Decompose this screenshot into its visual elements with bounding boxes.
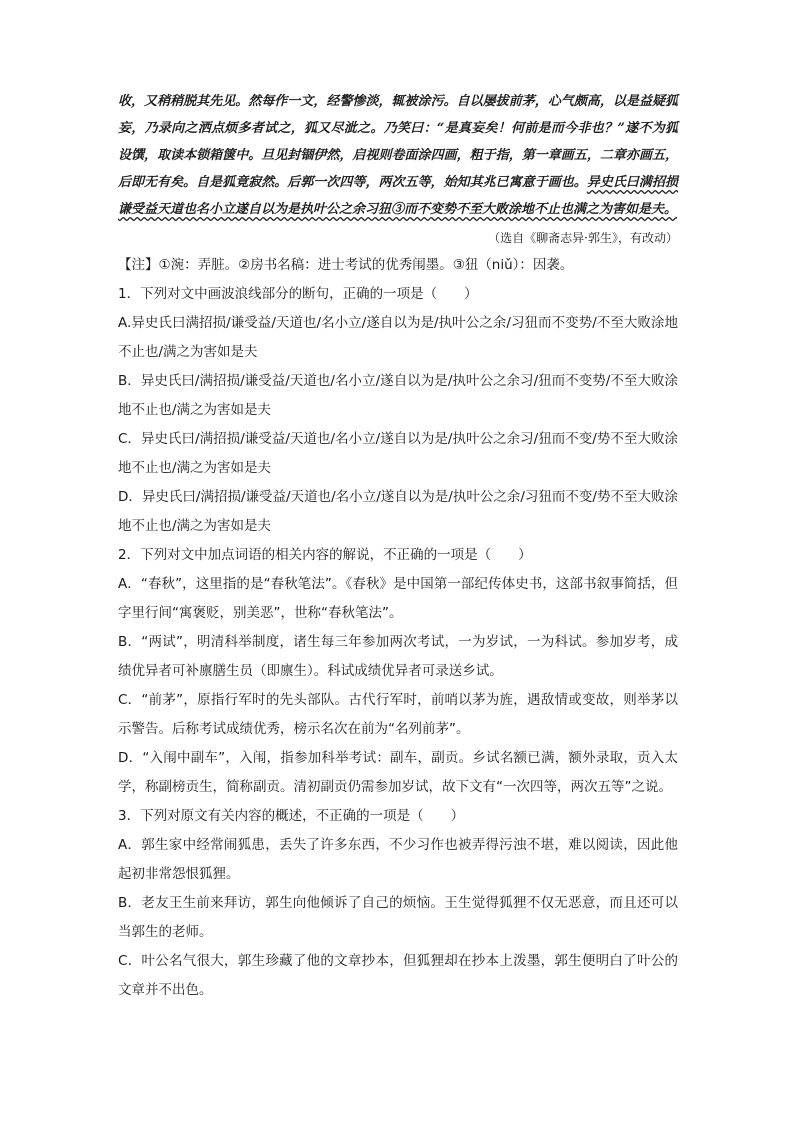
question-3	[118, 802, 678, 1005]
question-stem: 1．下列对文中画波浪线部分的断句，正确的一项是（ ）	[118, 286, 478, 302]
passage-source: （选自《聊斋志异·郭生》，有改动）	[488, 231, 678, 245]
question-1	[118, 280, 678, 541]
option-b: B．“两试”，明清科举制度，诸生每三年参加两次考试，一为岁试，一为科试。参加岁考，成绩优异者可补廪膳生员（即廪生）。科试成绩优异者可录送乡试。	[118, 634, 678, 679]
option-c: C．叶公名气很大，郭生珍藏了他的文章抄本，但狐狸却在抄本上泼墨，郭生便明白了叶公的文章并不出色。	[118, 953, 678, 998]
option-a: A.异史氏曰满招损/谦受益/天道也/名小立/遂自以为是/执叶公之余/习狃而不变势/不至大败涂地不止也/满之为害如是夫	[118, 315, 678, 360]
option-d: D．“入闱中副车”，入闱，指参加科举考试：副车，副贡。乡试名额已满，额外录取，贡入太学，称副榜贡生，简称副贡。清初副贡仍需参加岁试，故下文有“一次四等，两次五等”之说。	[118, 750, 678, 795]
question-stem: 3．下列对原文有关内容的概述，不正确的一项是（ ）	[118, 808, 465, 824]
option-b: B．老友王生前来拜访，郭生向他倾诉了自己的烦恼。王生觉得狐狸不仅无恶意，而且还可以当郭生的老师。	[118, 895, 678, 940]
question-stem: 2．下列对文中加点词语的相关内容的解说，不正确的一项是（ ）	[118, 547, 532, 563]
option-b: B．异史氏曰/满招损/谦受益/天道也/名小立/遂自以为是/执叶公之余习/狃而不变势/不至大败涂地不止也/满之为害如是夫	[118, 373, 678, 418]
option-a: A．郭生家中经常闹狐患，丢失了许多东西，不少习作也被弄得污浊不堪，难以阅读，因此他起初非常怨恨狐狸。	[118, 837, 678, 882]
option-c: C．异史氏曰/满招损/谦受益/天道也/名小立/遂自以为是/执叶公之余习/狃而不变/势不至大败涂地不止也/满之为害如是夫	[118, 431, 678, 476]
exam-page	[118, 88, 678, 1005]
passage-text: 收，又稍稍脱其先见。然每作一文，经警惨淡，辄被涂污。自以屡拔前茅，心气颇高，以是益疑狐妄，乃录向之洒点烦多者试之，狐又尽泚之。乃笑曰：“是真妄矣！何前是而今非也？”遂不为狐设馔，取读本锁箱箧中。旦见封锢伊然，启视则卷面涂四画，粗于指，第一章画五，二章亦画五，后即无有矣。自是狐竟寂然。后郭一次四等，两次五等，始知其兆已寓意于画也。	[118, 94, 678, 190]
option-d: D．异史氏曰/满招损/谦受益/天道也/名小立/遂自以为是/执叶公之余/习狃而不变/势不至大败涂地不止也/满之为害如是夫	[118, 489, 678, 534]
option-c: C．“前茅”，原指行军时的先头部队。古代行军时，前哨以茅为旌，遇敌情或变故，则举茅以示警告。后称考试成绩优秀，榜示名次在前为“名列前茅”。	[118, 692, 678, 737]
wavy-underlined-text: 异史氏曰满招损谦受益天道也名小立遂自以为是执叶公之余习狃③而不变势不至大败涂地不止也满之为害如是夫。	[118, 175, 678, 217]
question-2	[118, 541, 678, 802]
classical-passage	[118, 88, 678, 223]
annotation-note: 【注】①涴：弄脏。②房书名稿：进士考试的优秀闱墨。③狃（niǔ）：因袭。	[118, 257, 574, 273]
option-a: A．“春秋”，这里指的是“春秋笔法”。《春秋》是中国第一部纪传体史书，这部书叙事简括，但字里行间“寓褒贬，别美恶”，世称“春秋笔法”。	[118, 576, 678, 621]
